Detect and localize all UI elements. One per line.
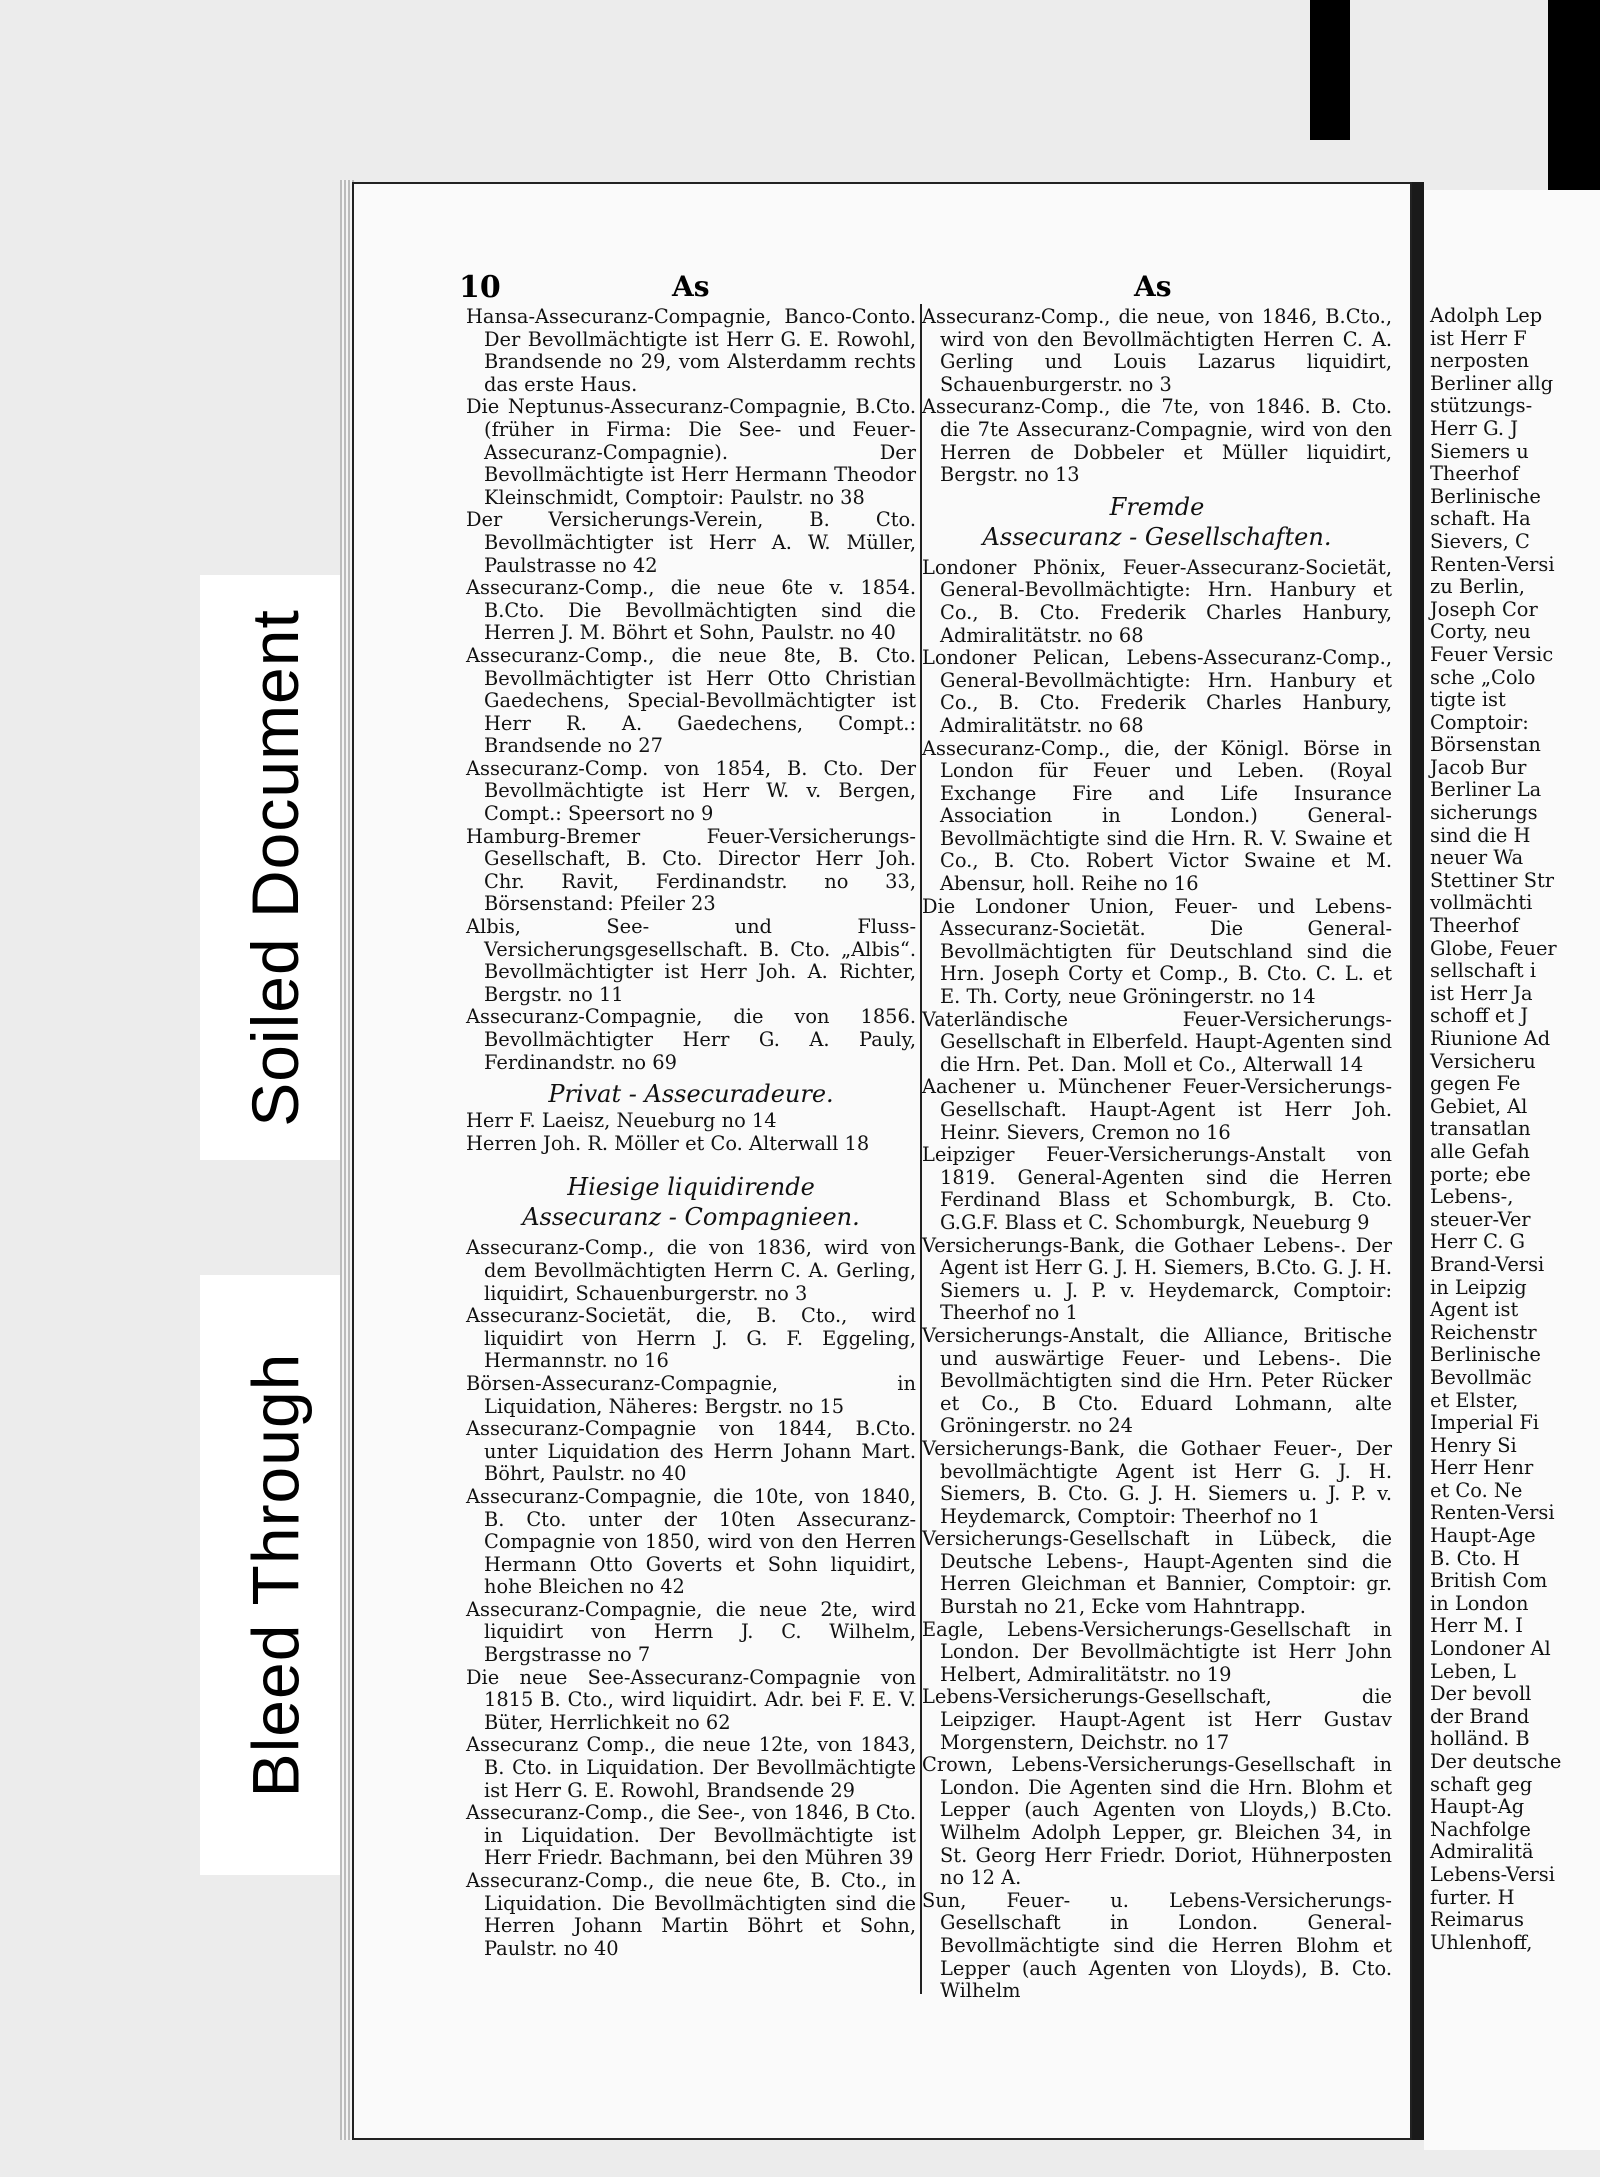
section-heading: Hiesige liquidirende [567,1173,815,1202]
fragment-line: gegen Fe [1430,1072,1521,1096]
directory-entry: Lebens-Versicherungs-Gesellschaft, die Leipziger. Haupt-Agent ist Herr Gustav Morgenstern, Deichstr. no 17 [922,1685,1392,1754]
next-page-fragment [1424,190,1600,2150]
fragment-line: Berlinische [1430,484,1541,508]
fragment-line: Uhlenhoff, [1430,1930,1533,1954]
directory-entry: Die Londoner Union, Feuer- und Lebens-Assecuranz-Societät. Die General-Bevollmächtigten für Deutschland sind die Hrn. Joseph Corty et Comp., B. Cto. C. L. et E. Th. Corty, neue Gröningerstr. no 14 [922,894,1392,1009]
directory-entry: Assecuranz-Societät, die, B. Cto., wird liquidirt von Herrn J. G. F. Eggeling, Hermannstr. no 16 [466,1304,916,1373]
black-tab [1310,0,1350,140]
fragment-line: ist Herr Ja [1430,981,1533,1005]
fragment-line: Feuer Versic [1430,642,1554,666]
fragment-line: schaft geg [1430,1772,1533,1796]
fragment-line: Adolph Lep [1430,304,1543,327]
fragment-line: Berliner La [1430,778,1542,802]
directory-entry: Assecuranz-Comp., die See-, von 1846, B Cto. in Liquidation. Der Bevollmächtigte ist Herr Friedr. Bachmann, bei den Mühren 39 [466,1801,916,1870]
fragment-line: Siemers u [1430,439,1529,463]
section-subheading: Assecuranz - Compagnieen. [522,1203,860,1232]
fragment-line: schoff et J [1430,1004,1529,1028]
bleed-through-label: Bleed Through [200,1275,350,1875]
fragment-line: zu Berlin, [1430,575,1525,599]
directory-entry: Assecuranz-Comp., die neue 6te, B. Cto., in Liquidation. Die Bevollmächtigten sind die Herren Johann Martin Böhrt et Sohn, Paulstr. no 40 [466,1869,916,1960]
fragment-line: Comptoir: [1430,710,1529,734]
fragment-line: Theerhof [1430,914,1519,938]
directory-entry: Assecuranz-Comp., die von 1836, wird von dem Bevollmächtigten Herrn C. A. Gerling, liquidirt, Schauenburgerstr. no 3 [466,1236,916,1305]
fragment-line: vollmächti [1430,891,1533,915]
directory-entry: Sun, Feuer- u. Lebens-Versicherungs-Gesellschaft in London. General-Bevollmächtigte sind die Herren Blohm et Lepper (auch Agenten von Lloyds), B. Cto. Wilhelm [922,1888,1392,2003]
directory-entry: Hansa-Assecuranz-Compagnie, Banco-Conto. Der Bevollmächtigte ist Herr G. E. Rowohl, Brandsende no 29, vom Alsterdamm rechts das erste Haus. [466,305,916,396]
directory-entry: Herr F. Laeisz, Neueburg no 14 [466,1109,777,1133]
fragment-line: Reichenstr [1430,1320,1537,1344]
fragment-line: in Leipzig [1430,1275,1527,1299]
directory-entry: Die neue See-Assecuranz-Compagnie von 1815 B. Cto., wird liquidirt. Adr. bei F. E. V. Büter, Herrlichkeit no 62 [466,1665,916,1734]
directory-entry: Londoner Pelican, Lebens-Assecuranz-Comp., General-Bevollmächtigte: Hrn. Hanbury et Co., B. Cto. Frederik Charles Hanbury, Admiralitätstr. no 68 [922,646,1392,737]
directory-entry: Versicherungs-Anstalt, die Alliance, Britische und auswärtige Feuer- und Lebens-. Die Bevollmächtigten sind die Hrn. Peter Rücker et Co., B Cto. Eduard Lohmann, alte Gröningerstr. no 24 [922,1323,1392,1438]
directory-entry: Herren Joh. R. Möller et Co. Alterwall 18 [466,1131,870,1155]
directory-entry: Assecuranz-Compagnie, die 10te, von 1840, B. Cto. unter der 10ten Assecuranz-Compagnie von 1850, wird von den Herren Hermann Otto Goverts et Sohn liquidirt, hohe Bleichen no 42 [466,1484,916,1599]
fragment-line: steuer-Ver [1430,1207,1531,1231]
middle-column [922,306,1392,2003]
fragment-line: sche „Colo [1430,665,1536,689]
directory-entry: Eagle, Lebens-Versicherungs-Gesellschaft in London. Der Bevollmächtigte ist Herr John Helbert, Admiralitätstr. no 19 [922,1617,1392,1686]
fragment-line: British Com [1430,1569,1548,1593]
fragment-line: Berlinische [1430,1343,1541,1367]
directory-entry: Die Neptunus-Assecuranz-Compagnie, B.Cto. (früher in Firma: Die See- und Feuer-Assecuranz-Compagnie). Der Bevollmächtigte ist Herr Hermann Theodor Kleinschmidt, Comptoir: Paulstr. no 38 [466,395,916,509]
fragment-line: ist Herr F [1430,326,1527,350]
fragment-line: Imperial Fi [1430,1411,1539,1435]
fragment-line: Renten-Versi [1430,1501,1555,1525]
directory-entry: Assecuranz-Compagnie, die von 1856. Bevollmächtigter Herr G. A. Pauly, Ferdinandstr. no 69 [466,1005,916,1074]
fragment-line: Berliner allg [1430,371,1554,395]
running-head-right: As [1134,270,1172,303]
fragment-line: Herr M. I [1430,1614,1523,1638]
directory-entry: Der Versicherungs-Verein, B. Cto. Bevollmächtigter ist Herr A. W. Müller, Paulstrasse no 42 [466,508,916,577]
fragment-line: Globe, Feuer [1430,936,1557,960]
directory-entry: Hamburg-Bremer Feuer-Versicherungs-Gesellschaft, B. Cto. Director Herr Joh. Chr. Ravit, Ferdinandstr. no 33, Börsenstand: Pfeiler 23 [466,824,916,916]
directory-entry: Versicherungs-Bank, die Gothaer Lebens-. Der Agent ist Herr G. J. H. Siemers, B.Cto. G. J. H. Siemers u. J. P. v. Heydemarck, Comptoir: Theerhof no 1 [922,1233,1392,1325]
fragment-line: Versicheru [1430,1049,1536,1073]
fragment-line: porte; ebe [1430,1162,1531,1186]
fragment-line: Haupt-Age [1430,1524,1536,1548]
fragment-line: Lebens-, [1430,1185,1514,1209]
fragment-line: Gebiet, Al [1430,1094,1528,1118]
right-column-fragment [1430,305,1600,1954]
fragment-line: Sievers, C [1430,529,1530,553]
directory-entry: Albis, See- und Fluss-Versicherungsgesellschaft. B. Cto. „Albis“. Bevollmächtigter ist Herr Joh. A. Richter, Bergstr. no 11 [466,915,916,1006]
fragment-line: der Brand [1430,1704,1530,1728]
directory-entry: Assecuranz Comp., die neue 12te, von 1843, B. Cto. in Liquidation. Der Bevollmächtigte ist Herr G. E. Rowohl, Brandsende 29 [466,1733,916,1802]
directory-entry: Vaterländische Feuer-Versicherungs-Gesellschaft in Elberfeld. Haupt-Agenten sind die Hrn. Pet. Dan. Moll et Co., Alterwall 14 [922,1007,1392,1076]
fragment-line: et Co. Ne [1430,1478,1523,1502]
fragment-line: Lebens-Versi [1430,1862,1555,1886]
fragment-line: transatlan [1430,1117,1531,1141]
fragment-line: sind die H [1430,823,1531,847]
section-heading: Fremde [1109,492,1205,521]
section-heading: Privat - Assecuradeure. [548,1080,834,1109]
fragment-line: Renten-Versi [1430,552,1555,576]
fragment-line: Leben, L [1430,1659,1516,1683]
fragment-line: Der bevoll [1430,1682,1532,1706]
fragment-line: Bevollmäc [1430,1365,1532,1389]
fragment-line: tigte ist [1430,688,1506,712]
fragment-line: Nachfolge [1430,1817,1531,1841]
fragment-line: in London [1430,1591,1529,1615]
directory-entry: Versicherungs-Gesellschaft in Lübeck, die Deutsche Lebens-, Haupt-Agenten sind die Herren Gleichman et Bannier, Comptoir: gr. Burstah no 21, Ecke vom Hahntrapp. [922,1527,1392,1619]
directory-entry: Aachener u. Münchener Feuer-Versicherungs-Gesellschaft. Haupt-Agent ist Herr Joh. Heinr. Sievers, Cremon no 16 [922,1075,1392,1144]
running-head-left: As [672,270,710,303]
directory-entry: Assecuranz-Compagnie, die neue 2te, wird liquidirt von Herrn J. C. Wilhelm, Bergstrasse no 7 [466,1597,916,1667]
fragment-line: nerposten [1430,349,1530,373]
fragment-line: alle Gefah [1430,1139,1530,1163]
directory-entry: Assecuranz-Compagnie von 1844, B.Cto. unter Liquidation des Herrn Johann Mart. Böhrt, Paulstr. no 40 [466,1417,916,1486]
document-page [352,182,1412,2140]
page-number: 10 [459,270,501,305]
fragment-line: Herr C. G [1430,1230,1526,1254]
fragment-line: Jacob Bur [1430,755,1527,779]
directory-entry: Assecuranz-Comp., die neue, von 1846, B.Cto., wird von den Bevollmächtigten Herren C. A. Gerling und Louis Lazarus liquidirt, Schauenburgerstr. no 3 [922,305,1392,396]
fragment-line: sicherungs [1430,801,1538,825]
fragment-line: Herr Henr [1430,1456,1534,1480]
directory-entry: Börsen-Assecuranz-Compagnie, in Liquidation, Näheres: Bergstr. no 15 [466,1371,916,1418]
fragment-line: Börsenstan [1430,733,1541,757]
directory-entry: Assecuranz-Comp., die 7te, von 1846. B. Cto. die 7te Assecuranz-Compagnie, wird von den Herren de Dobbeler et Müller liquidirt, Bergstr. no 13 [922,395,1392,487]
directory-entry: Crown, Lebens-Versicherungs-Gesellschaft in London. Die Agenten sind die Hrn. Blohm et Lepper (auch Agenten von Lloyds,) B.Cto. Wilhelm Adolph Lepper, gr. Bleichen 34, in St. Georg Herr Friedr. Doriot, Hühnerposten no 12 A. [922,1753,1392,1890]
directory-entry: Versicherungs-Bank, die Gothaer Feuer-, Der bevollmächtigte Agent ist Herr G. J. H. Siemers, B. Cto. G. J. H. Siemers u. J. P. v. Heydemarck, Comptoir: Theerhof no 1 [922,1436,1392,1528]
section-subheading: Assecuranz - Gesellschaften. [982,522,1332,551]
directory-entry: Assecuranz-Comp., die neue 8te, B. Cto. Bevollmächtigter ist Herr Otto Christian Gaedechens, Special-Bevollmächtigter ist Herr R. A. Gaedechens, Compt.: Brandsende no 27 [466,643,916,758]
directory-entry: Assecuranz-Comp., die neue 6te v. 1854. B.Cto. Die Bevollmächtigten sind die Herren J. M. Böhrt et Sohn, Paulstr. no 40 [466,576,916,645]
directory-entry: Leipziger Feuer-Versicherungs-Anstalt von 1819. General-Agenten sind die Herren Ferdinand Blass et Schomburgk, B. Cto. G.G.F. Blass et C. Schomburgk, Neueburg 9 [922,1143,1392,1234]
soiled-document-label: Soiled Document [200,575,350,1160]
fragment-line: holländ. B [1430,1727,1530,1751]
fragment-line: et Elster, [1430,1388,1519,1412]
fragment-line: furter. H [1430,1885,1515,1909]
book-gutter [1412,182,1424,2140]
directory-entry: Assecuranz-Comp. von 1854, B. Cto. Der Bevollmächtigte ist Herr W. v. Bergen, Compt.: Speersort no 9 [466,756,916,826]
left-column [466,306,916,1960]
fragment-line: Riunione Ad [1430,1027,1551,1050]
directory-entry: Londoner Phönix, Feuer-Assecuranz-Societät, General-Bevollmächtigte: Hrn. Hanbury et Co., B. Cto. Frederik Charles Hanbury, Admiralitätstr. no 68 [922,555,1392,647]
fragment-line: Admiralitä [1430,1840,1534,1864]
fragment-line: schaft. Ha [1430,507,1531,531]
fragment-line: Brand-Versi [1430,1252,1545,1276]
directory-entry: Assecuranz-Comp., die, der Königl. Börse in London für Feuer und Leben. (Royal Exchange Fire and Life Insurance Association in London.) General-Bevollmächtigte sind die Hrn. R. V. Swaine et Co., B. Cto. Robert Victor Swaine et M. Abensur, holl. Reihe no 16 [922,736,1392,896]
fragment-line: Haupt-Ag [1430,1795,1525,1819]
fragment-line: neuer Wa [1430,846,1524,870]
fragment-line: Londoner Al [1430,1637,1551,1661]
fragment-line: sellschaft i [1430,959,1537,983]
fragment-line: Der deutsche [1430,1750,1562,1773]
fragment-line: Theerhof [1430,462,1519,486]
fragment-line: Stettiner Str [1430,868,1555,892]
black-tab [1548,0,1600,200]
fragment-line: Henry Si [1430,1433,1517,1457]
fragment-line: Joseph Cor [1430,597,1538,621]
fragment-line: stützungs- [1430,394,1533,418]
fragment-line: Agent ist [1430,1298,1519,1322]
fragment-line: Corty, neu [1430,620,1531,644]
fragment-line: B. Cto. H [1430,1546,1520,1570]
fragment-line: Herr G. J [1430,416,1518,440]
fragment-line: Reimarus [1430,1908,1524,1932]
